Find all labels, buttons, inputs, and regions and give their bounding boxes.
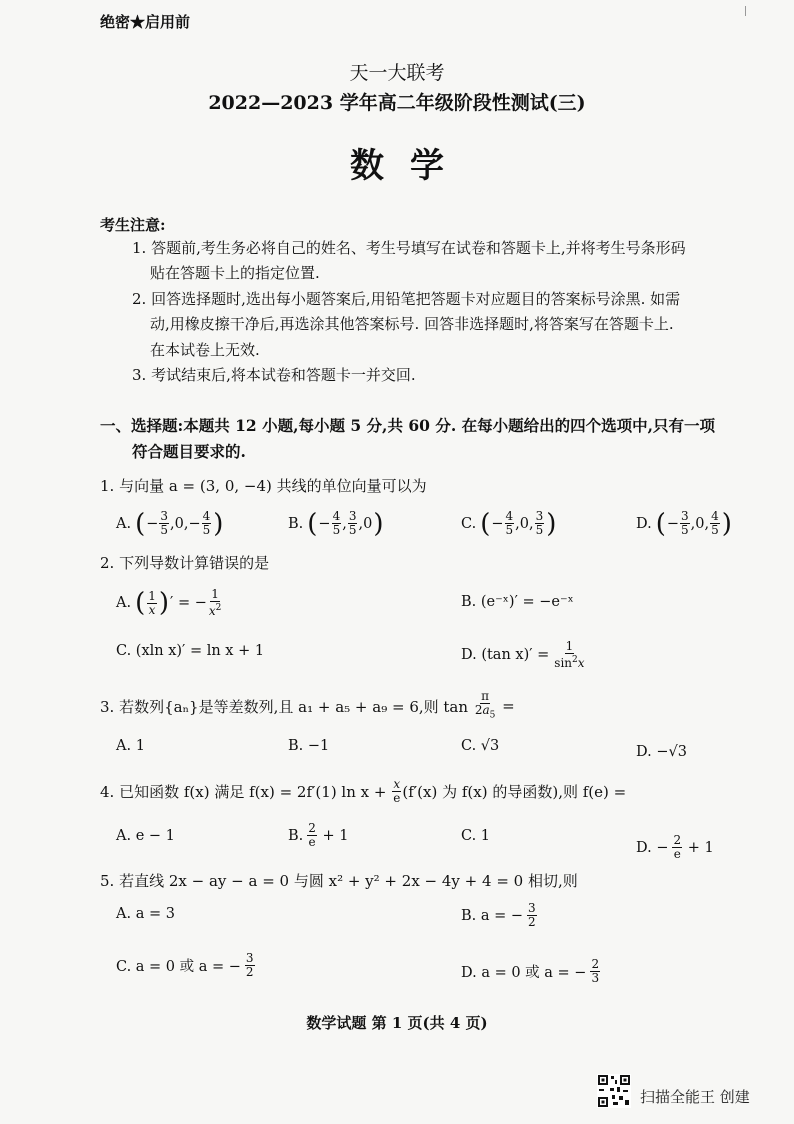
question-3-stem: 3. 若数列{aₙ}是等差数列,且 a₁ + a₅ + a₉ = 6,则 tan $\frac{\pi}{2a_5}$ = [100,689,515,721]
q2-option-a: A. ( $\frac{1}{x}$ ) ′ = − $\frac{1}{x^2}$ [116,587,222,618]
option-label: A. [116,595,132,611]
notice-line-3: 2. 回答选择题时,选出每小题答案后,用铅笔把答题卡对应题目的答案标号涂黑. 如需 [132,290,681,308]
notice-line-4: 动,用橡皮擦干净后,再选涂其他答案标号. 回答非选择题时,将答案写在答题卡上. [150,315,674,333]
q2-option-d: D. (tan x)′ = $\frac{1}{\sin^2x}$ [461,639,585,670]
notice-line-1: 1. 答题前,考生务必将自己的姓名、考生号填写在试卷和答题卡上,并将考生号条形码 [132,239,686,257]
notice-line-2: 贴在答题卡上的指定位置. [150,264,320,282]
option-label: C. a = 0 或 a = − [116,959,241,975]
q1-option-a: A. ( − $\frac{3}{5}$ ,0,− $\frac{4}{5}$ ) [116,508,224,539]
notice-title: 考生注意: [100,216,166,234]
q4-option-b: B. $\frac{2}{e}$ + 1 [288,821,349,849]
exam-title: 2022—2023 学年高二年级阶段性测试(三) [208,92,586,114]
q4-option-c: C. 1 [461,828,491,844]
q3-option-a: A. 1 [116,738,145,754]
option-label: D. a = 0 或 a = − [461,965,587,981]
q3-stem-text: 3. 若数列{aₙ}是等差数列,且 a₁ + a₅ + a₉ = 6,则 tan [100,697,469,716]
q1-option-c: C. ( − $\frac{4}{5}$ ,0, $\frac{3}{5}$ ) [461,508,557,539]
option-label: B. [288,827,304,844]
confidential-label: 绝密★启用前 [100,13,191,31]
option-label: D. [636,515,652,532]
q5-option-a: A. a = 3 [116,906,175,922]
q1-option-b: B. ( − $\frac{4}{5}$ , $\frac{3}{5}$ ,0 ) [288,508,384,539]
notice-line-6: 3. 考试结束后,将本试卷和答题卡一并交回. [132,366,416,384]
q3-option-d: D. −√3 [636,744,687,760]
notice-line-5: 在本试卷上无效. [150,341,260,359]
q2-option-c: C. (xln x)′ = ln x + 1 [116,643,265,659]
option-label: B. a = − [461,907,524,924]
question-4-stem: 4. 已知函数 f(x) 满足 f(x) = 2f′(1) ln x + $\frac{x}{e}$ (f′(x) 为 f(x) 的导函数),则 f(e) = [100,777,627,805]
option-label: D. (tan x)′ = [461,647,550,663]
question-2-stem: 2. 下列导数计算错误的是 [100,554,270,572]
q4-stem-text: 4. 已知函数 f(x) 满足 f(x) = 2f′(1) ln x + [100,783,387,801]
section-heading-2: 符合题目要求的. [132,442,246,461]
qr-code-icon [597,1074,631,1108]
option-label: D. − [636,839,669,856]
section-heading: 一、选择题:本题共 12 小题,每小题 5 分,共 60 分. 在每小题给出的四个选项中,只有一项 [100,416,716,435]
q5-option-c: C. a = 0 或 a = − $\frac{3}{2}$ [116,951,254,979]
scan-mark [745,6,750,16]
option-label: B. [288,515,304,532]
question-5-stem: 5. 若直线 2x − ay − a = 0 与圆 x² + y² + 2x − 4y + 4 = 0 相切,则 [100,872,578,890]
q2-option-b: B. (e⁻ˣ)′ = −e⁻ˣ [461,594,574,610]
option-label: A. [116,515,132,532]
q1-option-d: D. ( − $\frac{3}{5}$ ,0, $\frac{4}{5}$ ) [636,508,732,539]
q3-option-c: C. √3 [461,738,500,754]
page-footer: 数学试题 第 1 页(共 4 页) [306,1014,488,1032]
q5-option-d: D. a = 0 或 a = − $\frac{2}{3}$ [461,957,600,985]
option-label: C. [461,515,477,532]
q5-option-b: B. a = − $\frac{3}{2}$ [461,901,536,929]
subject-title: 数学 [350,146,470,186]
q4-option-d: D. − $\frac{2}{e}$ + 1 [636,833,714,861]
organizer: 天一大联考 [349,62,445,84]
scanner-watermark: 扫描全能王 创建 [640,1088,750,1106]
q3-option-b: B. −1 [288,738,330,754]
q4-stem-tail: (f′(x) 为 f(x) 的导函数),则 f(e) = [402,783,627,801]
q4-option-a: A. e − 1 [116,828,175,844]
question-1-stem: 1. 与向量 a = (3, 0, −4) 共线的单位向量可以为 [100,477,427,495]
